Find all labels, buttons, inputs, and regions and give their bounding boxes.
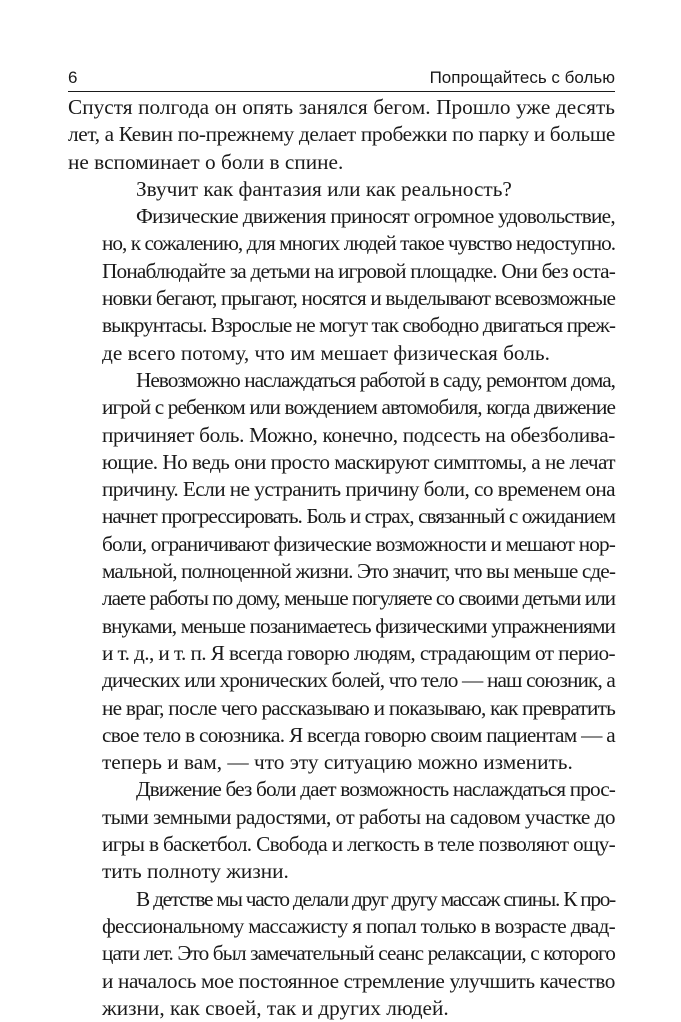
text-line: мальной, полноценной жизни. Это значит, что вы меньше сде-: [102, 559, 615, 584]
text-line: игрой с ребенком или вождением автомобиля, когда движение: [102, 395, 615, 420]
text-line: жизни, как своей, так и других людей.: [102, 995, 449, 1020]
paragraph: [68, 367, 615, 776]
text-line: но, к сожалению, для многих людей такое чувство недоступно.: [102, 231, 615, 256]
text-line: причиняет боль. Можно, конечно, подсесть на обезболива-: [102, 422, 615, 447]
paragraph: [68, 94, 615, 176]
text-line: свое тело в союзника. Я всегда говорю своим пациентам — а: [102, 722, 615, 747]
text-line: Звучит как фантазия или как реальность?: [136, 176, 512, 201]
text-line: В детстве мы часто делали друг другу массаж спины. К про-: [136, 886, 615, 911]
text-line: новки бегают, прыгают, носятся и выделывают всевозможные: [102, 286, 615, 311]
running-title: Попрощайтесь с болью: [429, 68, 615, 87]
running-header: [68, 62, 615, 88]
paragraph: [68, 886, 615, 1022]
body-text: [68, 94, 615, 1022]
text-line: не враг, после чего рассказываю и показываю, как превратить: [102, 695, 615, 720]
paragraph: [68, 176, 615, 203]
text-line: боли, ограничивают физические возможности и мешают нор-: [102, 531, 615, 556]
text-line: тить полноту жизни.: [102, 859, 289, 884]
text-line: и т. д., и т. п. Я всегда говорю людям, страдающим от перио-: [102, 640, 615, 665]
text-line: де всего потому, что им мешает физическая боль.: [102, 340, 550, 365]
header-rule: [68, 91, 615, 92]
text-line: Невозможно наслаждаться работой в саду, ремонтом дома,: [136, 367, 615, 392]
text-line: Спустя полгода он опять занялся бегом. Прошло уже десять: [68, 95, 615, 119]
text-line: начнет прогрессировать. Боль и страх, связанный с ожиданием: [102, 504, 615, 529]
text-line: игры в баскетбол. Свобода и легкость в теле позволяют ощу-: [102, 832, 615, 857]
text-line: ющие. Но ведь они просто маскируют симптомы, а не лечат: [102, 449, 615, 474]
text-line: не вспоминает о боли в спине.: [68, 149, 344, 174]
paragraph: [68, 203, 615, 367]
text-line: внуками, меньше позанимаетесь физическими упражнениями: [102, 613, 615, 638]
text-line: Движение без боли дает возможность наслаждаться прос-: [136, 777, 615, 802]
text-line: Понаблюдайте за детьми на игровой площадке. Они без оста-: [102, 258, 615, 283]
text-line: и началось мое постоянное стремление улучшить качество: [102, 968, 615, 993]
text-line: теперь и вам, — что эту ситуацию можно изменить.: [102, 750, 573, 775]
text-line: цати лет. Это был замечательный сеанс релаксации, с которого: [102, 941, 615, 966]
text-line: тыми земными радостями, от работы на садовом участке до: [102, 804, 615, 829]
text-line: дических или хронических болей, что тело — наш союзник, а: [102, 668, 615, 693]
text-line: Физические движения приносят огромное удовольствие,: [136, 204, 615, 229]
text-line: причину. Если не устранить причину боли, со временем она: [102, 477, 615, 502]
text-line: фессиональному массажисту я попал только в возрасте двад-: [102, 913, 615, 938]
text-line: лет, а Кевин по-прежнему делает пробежки по парку и больше: [68, 122, 615, 147]
text-line: выкрунтасы. Взрослые не могут так свободно двигаться преж-: [102, 313, 615, 338]
text-line: лаете работы по дому, меньше погуляете со своими детьми или: [102, 586, 615, 611]
page-number: 6: [68, 68, 78, 87]
paragraph: [68, 776, 615, 885]
